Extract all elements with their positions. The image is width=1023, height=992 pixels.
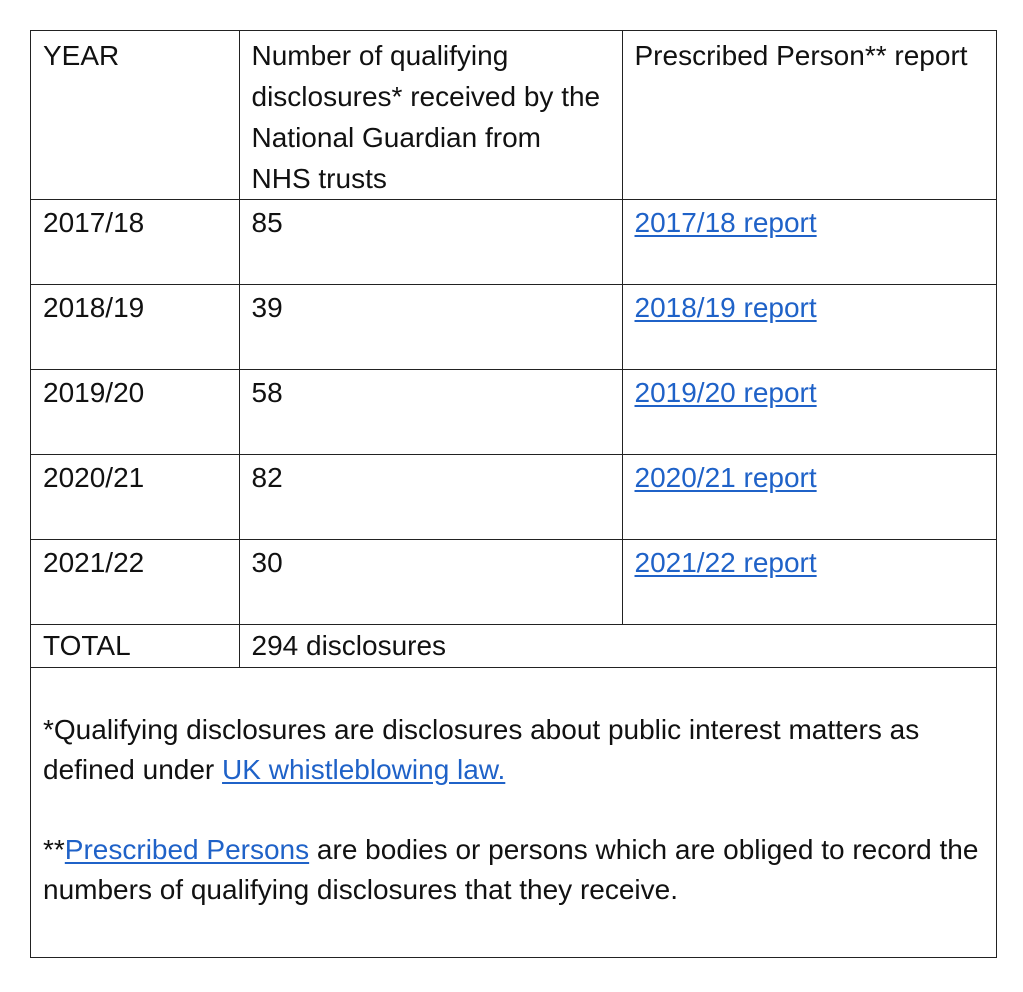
header-report: Prescribed Person** report xyxy=(622,31,996,200)
report-link-2021-22[interactable]: 2021/22 report xyxy=(634,547,817,578)
report-link-2020-21[interactable]: 2020/21 report xyxy=(634,462,817,493)
table-header-row xyxy=(31,31,996,200)
report-link-2018-19[interactable]: 2018/19 report xyxy=(634,292,817,323)
report-link-2017-18[interactable]: 2017/18 report xyxy=(634,207,817,238)
count-cell: 82 xyxy=(239,455,622,540)
footnote-1-text: *Qualifying disclosures are disclosures about public interest matters as defined under xyxy=(43,714,920,785)
disclosures-table xyxy=(31,31,996,668)
footnote-qualifying-disclosures xyxy=(43,710,982,790)
year-cell: 2020/21 xyxy=(31,455,239,540)
footnote-2-text: are bodies or persons which are obliged to record the numbers of qualifying disclosures that they receive. xyxy=(43,834,979,905)
footnotes xyxy=(31,668,996,910)
count-cell: 30 xyxy=(239,540,622,625)
count-cell: 39 xyxy=(239,285,622,370)
year-cell: 2017/18 xyxy=(31,200,239,285)
report-link-2019-20[interactable]: 2019/20 report xyxy=(634,377,817,408)
report-cell xyxy=(622,540,996,625)
year-cell: 2018/19 xyxy=(31,285,239,370)
disclosures-table-frame xyxy=(30,30,997,958)
footnote-2-prefix: ** xyxy=(43,834,65,865)
count-cell: 85 xyxy=(239,200,622,285)
footnote-prescribed-persons xyxy=(43,830,982,910)
year-cell: 2021/22 xyxy=(31,540,239,625)
uk-whistleblowing-law-link[interactable]: UK whistleblowing law. xyxy=(222,754,506,785)
total-label: TOTAL xyxy=(31,625,239,668)
report-cell xyxy=(622,455,996,540)
table-row xyxy=(31,200,996,285)
count-cell: 58 xyxy=(239,370,622,455)
header-year: YEAR xyxy=(31,31,239,200)
table-row xyxy=(31,370,996,455)
prescribed-persons-link[interactable]: Prescribed Persons xyxy=(64,834,310,865)
table-row xyxy=(31,455,996,540)
report-cell xyxy=(622,370,996,455)
report-cell xyxy=(622,200,996,285)
year-cell: 2019/20 xyxy=(31,370,239,455)
header-disclosures: Number of qualifying disclosures* received by the National Guardian from NHS trusts xyxy=(239,31,622,200)
table-row xyxy=(31,540,996,625)
report-cell xyxy=(622,285,996,370)
table-row xyxy=(31,285,996,370)
total-row xyxy=(31,625,996,668)
total-value: 294 disclosures xyxy=(239,625,996,668)
